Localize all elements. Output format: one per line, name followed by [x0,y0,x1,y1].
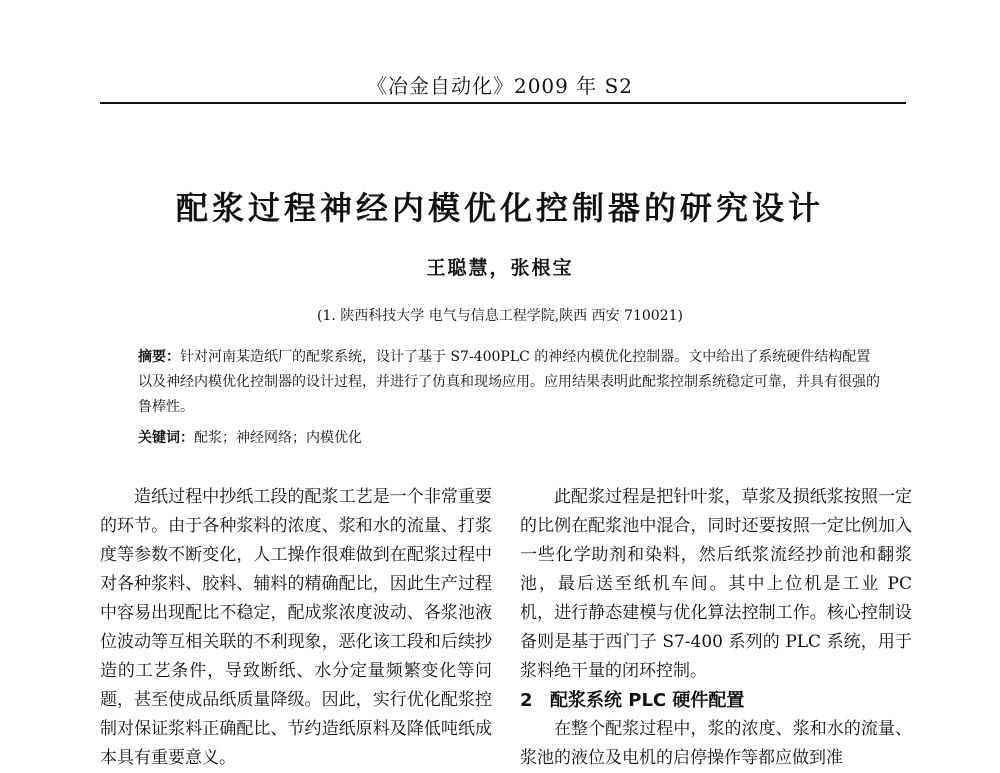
paper-title: 配浆过程神经内模优化控制器的研究设计 [175,189,824,227]
abstract-text: 针对河南某造纸厂的配浆系统，设计了基于 S7-400PLC 的神经内模优化控制器。文中给出了系统硬件结构配置以及神经内模优化控制器的设计过程，并进行了仿真和现场应用。应用结果表明此配浆控制系统稳定可靠，并具有很强的鲁棒性。 [138,349,880,415]
abstract [138,345,880,420]
section-title: 配浆系统 PLC 硬件配置 [550,690,745,711]
body-column-right [520,483,912,773]
body-paragraph: 在整个配浆过程中，浆的浓度、浆和水的流量、浆池的液位及电机的启停操作等都应做到准 [520,719,912,768]
keywords [138,427,880,447]
paper-affiliation: (1. 陕西科技大学 电气与信息工程学院,陕西 西安 710021) [317,308,683,324]
keywords-label: 关键词： [138,430,194,446]
keywords-text: 配浆；神经网络；内模优化 [194,430,362,446]
header-rule [100,102,906,104]
section-number: 2 [520,690,533,711]
body-paragraph: 造纸过程中抄纸工段的配浆工艺是一个非常重要的环节。由于各种浆料的浓度、浆和水的流量、打浆度等参数不断变化，人工操作很难做到在配浆过程中对各种浆料、胶料、辅料的精确配比，因此生产过程中容易出现配比不稳定，配成浆浓度波动、各浆池液位波动等互相关联的不利现象，恶化该工段和后续抄造的工艺条件，导致断纸、水分定量频繁变化等问题，甚至使成品纸质量降级。因此，实行优化配浆控制对保证浆料正确配比、节约造纸原料及降低吨纸成本具有重要意义。 [100,487,492,768]
section-heading [520,686,912,715]
journal-header: 《冶金自动化》2009 年 S2 [366,74,634,98]
abstract-label: 摘要： [138,349,180,365]
body-paragraph: 此配浆过程是把针叶浆，草浆及损纸浆按照一定的比例在配浆池中混合，同时还要按照一定比例加入一些化学助剂和染料，然后纸浆流经抄前池和翻浆池，最后送至纸机车间。其中上位机是工业 PC 机，进行静态建模与优化算法控制工作。核心控制设备则是基于西门子 S7-400 系列的 PLC 系统，用于浆料绝干量的闭环控制。 [520,487,912,681]
body-column-left [100,483,492,773]
paper-authors: 王聪慧，张根宝 [426,257,574,279]
